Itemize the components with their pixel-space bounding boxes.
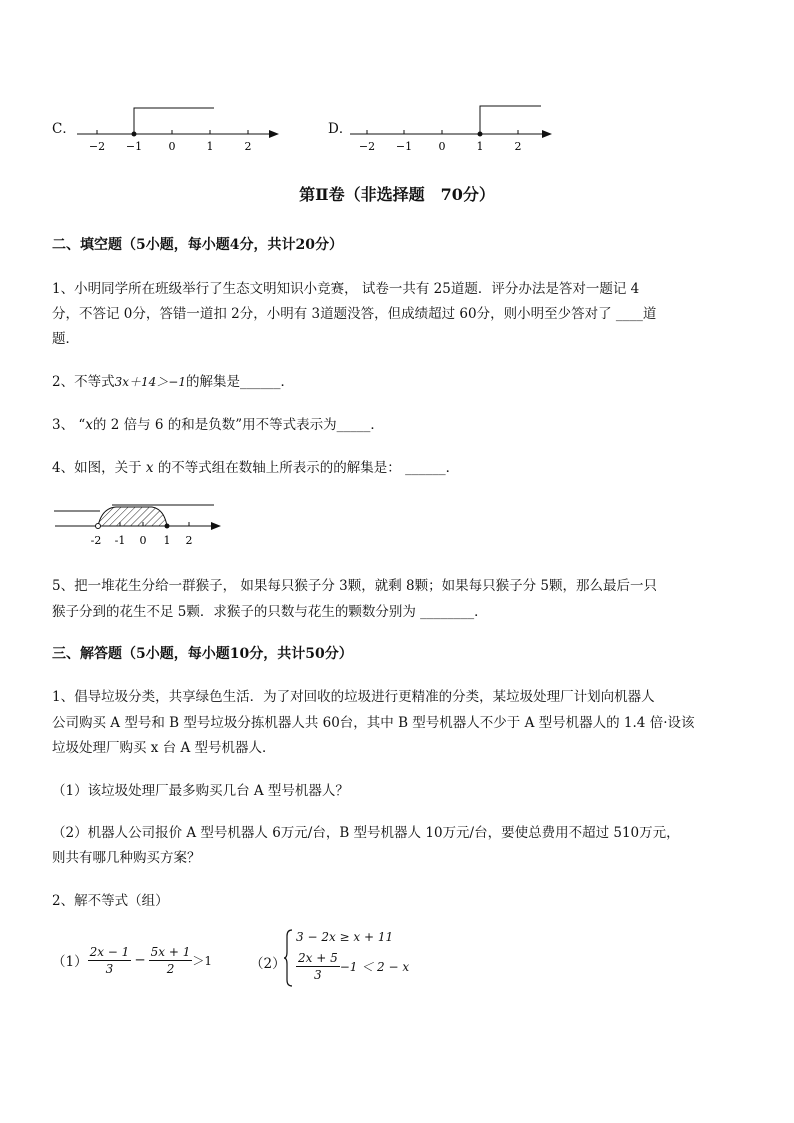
option-c-number-line [72, 100, 287, 156]
frac1-denominator: 3 [105, 961, 114, 976]
solve-q2-part2-label: （2） [250, 956, 286, 972]
d-tick-2: −1 [395, 140, 413, 153]
fill-q4-x: x [145, 460, 154, 476]
solve-q2-part2-frac [296, 950, 340, 983]
solve-q2-part1-rhs: ＞1 [192, 953, 213, 968]
solve-q2-part2-eq1: 3 − 2x ≥ x + 11 [296, 930, 394, 944]
fill-q1-line1: 1、小明同学所在班级举行了生态文明知识小竞赛， 试卷一共有 25道题．评分办法是答对一题记 4 [52, 281, 640, 297]
c-tick-4: 1 [206, 140, 214, 153]
fill-q1-line3: 题． [52, 331, 79, 347]
solve-q2-part1-label: （1） [52, 954, 88, 970]
solve-q2-part2-eq2 [296, 950, 409, 983]
fill-section-heading: 二、填空题（5小题，每小题4分，共计20分） [52, 237, 343, 253]
part2-title: 第Ⅱ卷（非选择题 70分） [299, 185, 495, 204]
fill-q2-suffix: 的解集是______． [185, 374, 294, 390]
c-tick-5: 2 [244, 140, 252, 153]
fill-q2-prefix: 2、不等式 [52, 374, 115, 390]
solve-q1-line3: 垃圾处理厂购买 x 台 A 型号机器人． [52, 740, 276, 756]
solve-q2-title: 2、解不等式（组） [52, 893, 169, 909]
q4-tick-3: 0 [139, 534, 147, 547]
d-tick-1: −2 [358, 140, 376, 153]
fill-q2 [52, 373, 294, 391]
d-tick-5: 2 [514, 140, 522, 153]
system-brace-icon [284, 928, 294, 988]
frac1-numerator: 2x − 1 [89, 944, 130, 959]
solve-q2-part2-rhs: −1 ＜ 2 − x [339, 960, 410, 974]
fill-q3 [52, 416, 384, 434]
c-tick-1: −2 [88, 140, 106, 153]
fill-q3-suffix: 的 2 倍与 6 的和是负数”用不等式表示为_____． [92, 417, 384, 433]
fill-q4 [52, 459, 459, 477]
fill-q4-suffix: 的不等式组在数轴上所表示的的解集是： ______． [157, 460, 460, 476]
fill-q3-x: x [85, 417, 93, 433]
fill-q2-expression: 3x＋14＞−1 [114, 375, 186, 389]
q4-tick-1: -2 [90, 534, 102, 547]
q4-tick-4: 1 [163, 534, 171, 547]
fill-q4-number-line [52, 498, 232, 550]
fill-q5-line2: 猴子分到的花生不足 5颗．求猴子的只数与花生的颗数分别为 ________． [52, 604, 488, 620]
solve-q1-line1: 1、倡导垃圾分类，共享绿色生活．为了对回收的垃圾进行更精准的分类，某垃圾处理厂计划向机器人 [52, 689, 655, 705]
solve-q2-part1 [52, 940, 212, 980]
q4-tick-5: 2 [185, 534, 193, 547]
fill-q5-line1: 5、把一堆花生分给一群猴子， 如果每只猴子分 3颗，就剩 8颗；如果每只猴子分 5颗，那么最后一只 [52, 578, 658, 594]
solve-q1-sub2-line1: （2）机器人公司报价 A 型号机器人 6万元/台，B 型号机器人 10万元/台，要使总费用不超过 510万元， [52, 825, 680, 841]
fill-q3-prefix: 3、 “ [52, 417, 86, 433]
solve-q1-line2: 公司购买 A 型号和 B 型号垃圾分拣机器人共 60台，其中 B 型号机器人不少于 A 型号机器人的 1.4 倍·设该 [52, 715, 695, 731]
option-d-label: D． [328, 121, 353, 137]
solve-q2-part1-frac1 [88, 944, 132, 977]
solve-q1-sub1: （1）该垃圾处理厂最多购买几台 A 型号机器人？ [52, 783, 349, 799]
frac2-numerator: 5x + 1 [150, 944, 191, 959]
option-c-label: C． [52, 121, 76, 137]
solve-q1-sub2-line2: 则共有哪几种购买方案？ [52, 850, 201, 866]
d-tick-3: 0 [438, 140, 446, 153]
d-tick-4: 1 [476, 140, 484, 153]
fill-q4-prefix: 4、如图，关于 [52, 460, 142, 476]
solve-q2-part1-frac2 [149, 944, 193, 977]
option-d-number-line [345, 100, 560, 156]
system-frac-denominator: 3 [314, 968, 322, 982]
c-tick-2: −1 [125, 140, 143, 153]
solve-section-heading: 三、解答题（5小题，每小题10分，共计50分） [52, 646, 353, 662]
frac2-denominator: 2 [166, 961, 175, 976]
c-tick-3: 0 [168, 140, 176, 153]
fill-q1-line2: 分，不答记 0分，答错一道扣 2分，小明有 3道题没答，但成绩超过 60分，则小明至少答对了 ____道 [52, 306, 657, 322]
solve-q2-part1-minus: − [134, 952, 146, 968]
q4-tick-2: -1 [114, 534, 126, 547]
system-frac-numerator: 2x + 5 [298, 951, 338, 965]
